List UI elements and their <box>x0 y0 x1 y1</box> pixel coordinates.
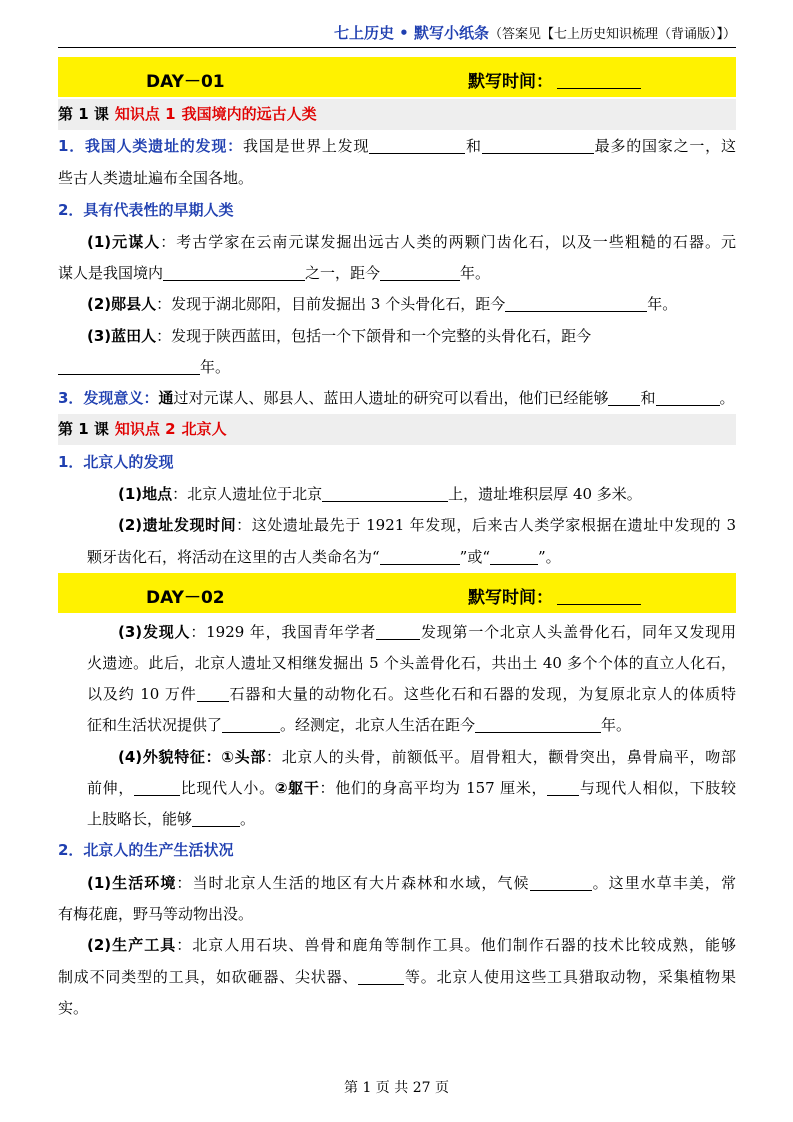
bj2-p2-line-1: (2)生产工具：北京人用石块、兽骨和鹿角等制作工具。他们制作石器的技术比较成熟，能够 <box>87 936 736 954</box>
answer-blank[interactable] <box>547 778 579 796</box>
bj1-p3-line-1: (3)发现人：1929 年，我国青年学者 发现第一个北京人头盖骨化石，同年又发现用 <box>118 623 736 641</box>
answer-blank[interactable] <box>380 263 460 281</box>
day-banner-01 <box>58 57 736 97</box>
bj1-p2-line-1: (2)遗址发现时间：这处遗址最先于 1921 年发现，后来古人类学家根据在遗址中发现的 3 <box>118 516 736 534</box>
lesson-point: 知识点 1 <box>114 105 176 123</box>
s3-line: 3．发现意义：通过对元谋人、郧县人、蓝田人遗址的研究可以看出，他们已经能够 和 。 <box>58 389 735 407</box>
dictation-time: 默写时间： <box>468 583 641 608</box>
lesson-title: 北京人 <box>181 420 227 438</box>
answer-blank[interactable] <box>192 809 240 827</box>
s2-p3-line-2: 年。 <box>58 356 736 378</box>
answer-blank[interactable] <box>505 294 647 312</box>
s2-title: 2．具有代表性的早期人类 <box>58 201 234 219</box>
lesson-heading-2 <box>58 414 736 445</box>
day-banner-02 <box>58 573 736 613</box>
answer-blank[interactable] <box>530 873 592 891</box>
bj2-p2-line-2: 制成不同类型的工具，如砍砸器、尖状器、 等。北京人使用这些工具猎取动物，采集植物果 <box>58 968 736 986</box>
bj1-p1-line: (1)地点：北京人遗址位于北京 上，遗址堆积层厚 40 多米。 <box>118 485 642 503</box>
s1-line-1: 1．我国人类遗址的发现：我国是世界上发现 和 最多的国家之一，这 <box>58 137 736 155</box>
time-blank[interactable] <box>557 588 641 605</box>
header-title: 七上历史 • 默写小纸条 <box>333 24 489 42</box>
answer-blank[interactable] <box>163 263 305 281</box>
lesson-heading-1 <box>58 99 736 130</box>
header-divider <box>58 47 736 48</box>
page-footer: 第 1 页 共 27 页 <box>344 1080 449 1096</box>
bj1-p3-line-4: 征和生活状况提供了 。经测定，北京人生活在距今 年。 <box>87 716 632 734</box>
bj1-p3-line-3: 以及约 10 万件 石器和大量的动物化石。这些化石和石器的发现，为复原北京人的体质特 <box>87 685 737 703</box>
day-label: DAY－01 <box>146 72 225 92</box>
bj1-p2-line-2: 颗牙齿化石，将活动在这里的古人类命名为“ ”或“ ”。 <box>87 548 561 566</box>
page-header <box>58 22 736 44</box>
lesson-course: 第 1 课 <box>58 105 109 123</box>
bj2-p1-line-2: 有梅花鹿，野马等动物出没。 <box>58 905 254 923</box>
header-note: （答案见【七上历史知识梳理（背诵版）】） <box>488 27 736 42</box>
answer-blank[interactable] <box>358 967 404 985</box>
answer-blank[interactable] <box>380 547 460 565</box>
answer-blank[interactable] <box>475 715 601 733</box>
answer-blank[interactable] <box>376 622 420 640</box>
answer-blank[interactable] <box>490 547 538 565</box>
bj1-p4-line-1: (4)外貌特征：①头部：北京人的头骨，前额低平。眉骨粗大，颧骨突出，鼻骨扁平，吻部 <box>118 748 736 766</box>
answer-blank[interactable] <box>322 484 448 502</box>
bj1-p4-line-2: 前伸， 比现代人小。②躯干：他们的身高平均为 157 厘米， 与现代人相似，下肢较 <box>87 779 736 797</box>
s2-p3-line-1: (3)蓝田人：发现于陕西蓝田，包括一个下颌骨和一个完整的头骨化石，距今 <box>87 327 592 345</box>
answer-blank[interactable] <box>222 715 280 733</box>
lesson-point: 知识点 2 <box>114 420 176 438</box>
time-blank[interactable] <box>557 72 641 89</box>
s2-p1-line-2: 谋人是我国境内 之一，距今 年。 <box>58 264 491 282</box>
answer-blank[interactable] <box>608 388 640 406</box>
bj1-p4-line-3: 上肢略长，能够 。 <box>87 810 256 828</box>
s2-p2-line: (2)郧县人：发现于湖北郧阳，目前发掘出 3 个头骨化石，距今 年。 <box>87 295 678 313</box>
answer-blank[interactable] <box>482 136 594 154</box>
day-label: DAY－02 <box>146 588 225 608</box>
answer-blank[interactable] <box>197 684 229 702</box>
lesson-title: 我国境内的远古人类 <box>181 105 317 123</box>
answer-blank[interactable] <box>58 357 200 375</box>
bj2-p2-line-3: 实。 <box>58 999 89 1017</box>
dictation-time: 默写时间： <box>468 67 641 92</box>
answer-blank[interactable] <box>656 388 720 406</box>
s2-p1-line-1: (1)元谋人：考古学家在云南元谋发掘出远古人类的两颗门齿化石，以及一些粗糙的石器。元 <box>87 233 736 251</box>
lesson-course: 第 1 课 <box>58 420 109 438</box>
bj1-p3-line-2: 火遗迹。此后，北京人遗址又相继发掘出 5 个头盖骨化石，共出土 40 多个个体的直立人化石， <box>87 654 736 672</box>
bj2-p1-line-1: (1)生活环境：当时北京人生活的地区有大片森林和水域，气候 。这里水草丰美，常 <box>87 874 736 892</box>
bj2-title: 2．北京人的生产生活状况 <box>58 841 234 859</box>
bj1-title: 1．北京人的发现 <box>58 453 174 471</box>
s1-line-2: 些古人类遗址遍布全国各地。 <box>58 169 254 187</box>
answer-blank[interactable] <box>369 136 465 154</box>
answer-blank[interactable] <box>134 778 180 796</box>
